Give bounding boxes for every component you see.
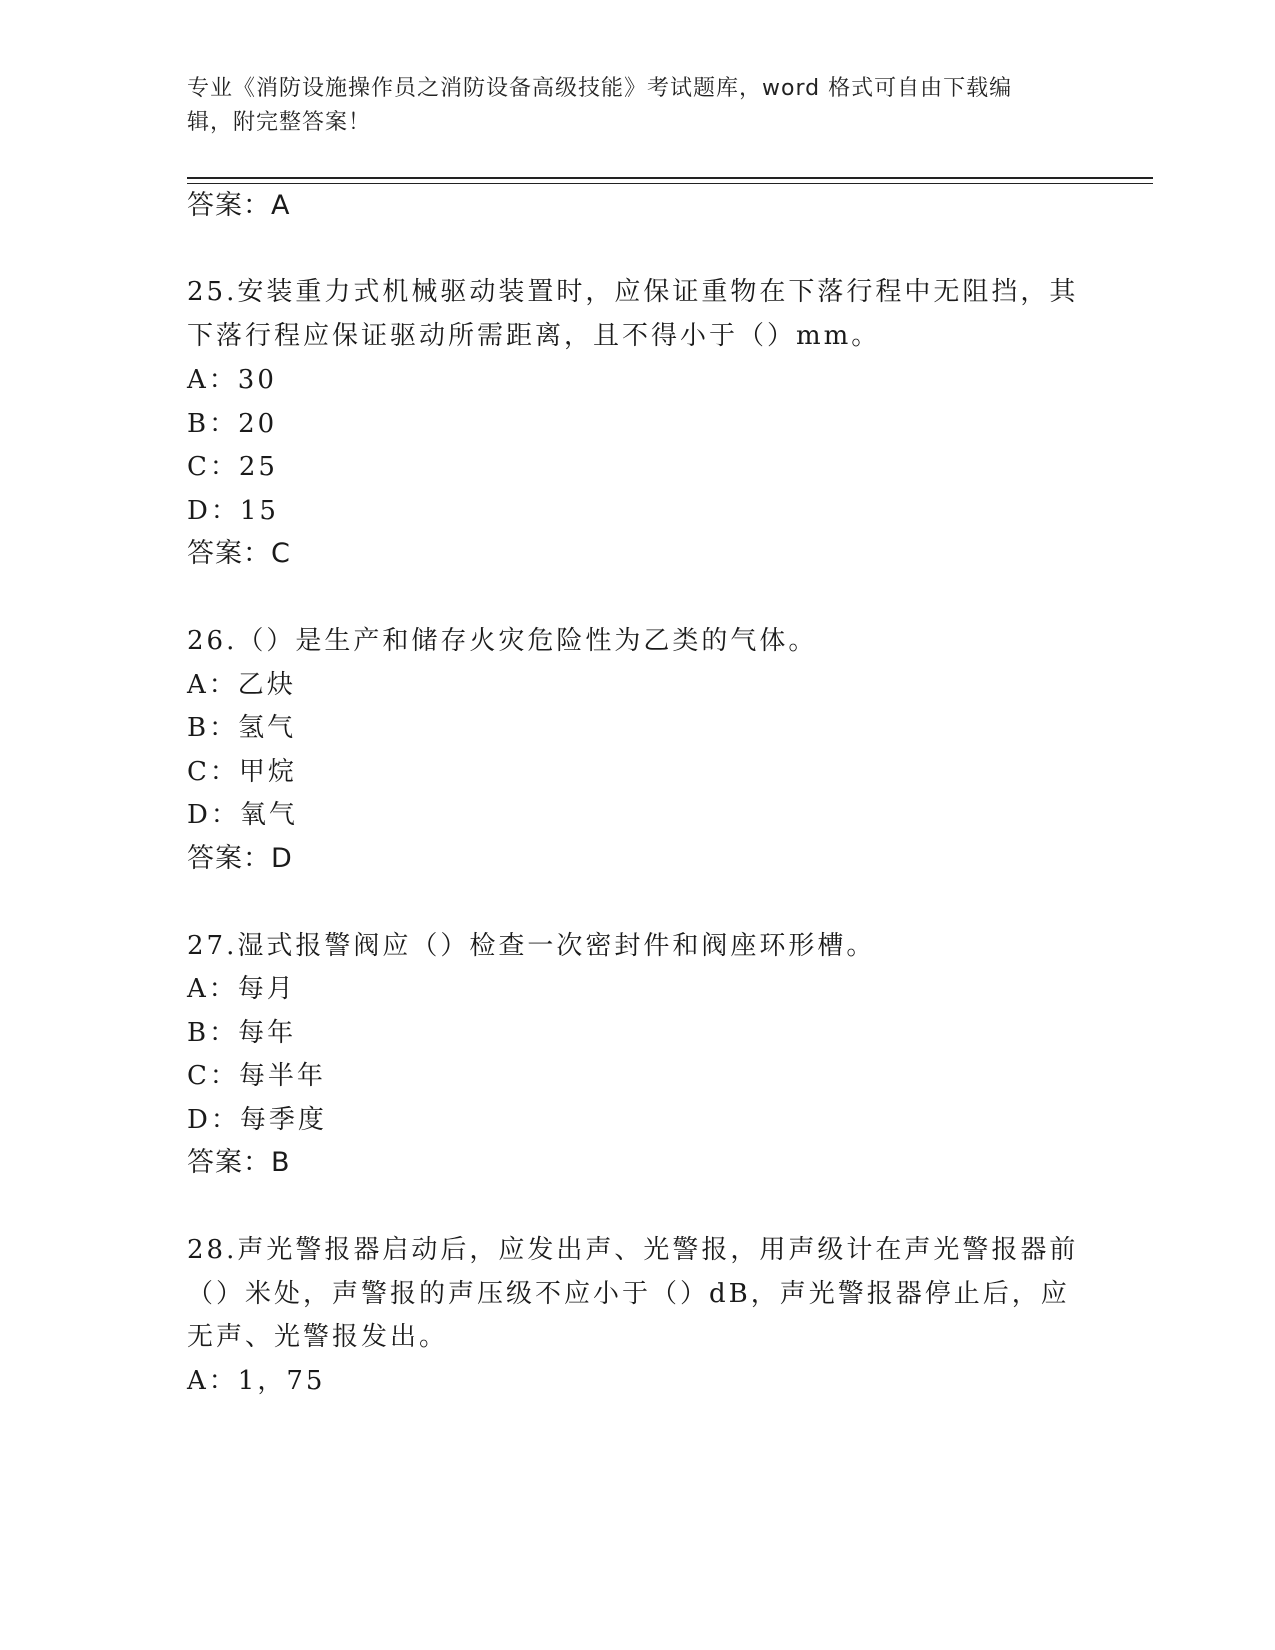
question-text-line: （）米处，声警报的声压级不应小于（）dB，声光警报器停止后，应 (187, 1279, 1070, 1309)
option-line: A：乙炔 (187, 670, 296, 700)
question-text-line: 无声、光警报发出。 (187, 1322, 449, 1352)
question-text-line: 26.（）是生产和储存火灾危险性为乙类的气体。 (187, 626, 818, 656)
option-line: D：15 (187, 496, 279, 526)
option-line: A：30 (187, 365, 277, 395)
option-line: A：每月 (187, 974, 296, 1004)
option-line: D：氧气 (187, 800, 298, 830)
answer-line: 答案：D (187, 843, 293, 874)
option-line: B：20 (187, 409, 278, 439)
option-line: C：甲烷 (187, 757, 297, 787)
answer-line: 答案：B (187, 1147, 291, 1178)
option-line: D：每季度 (187, 1105, 327, 1135)
header-divider-thick (187, 177, 1153, 179)
question-text-line: 27.湿式报警阀应（）检查一次密封件和阀座环形槽。 (187, 931, 876, 961)
document-intro (187, 72, 1067, 140)
question-text-line: 下落行程应保证驱动所需距离，且不得小于（）mm。 (187, 321, 881, 351)
intro-line-1: 专业《消防设施操作员之消防设备高级技能》考试题库，word 格式可自由下载编 (187, 76, 1013, 101)
answer-line: 答案：A (187, 190, 291, 221)
question-text-line: 25.安装重力式机械驱动装置时，应保证重物在下落行程中无阻挡，其 (187, 277, 1079, 307)
intro-line-2: 辑，附完整答案！ (187, 110, 372, 135)
option-line: A：1，75 (187, 1366, 326, 1396)
option-line: B：每年 (187, 1018, 297, 1048)
answer-line: 答案：C (187, 538, 291, 569)
header-divider-thin (187, 183, 1153, 184)
option-line: B：氢气 (187, 713, 297, 743)
option-line: C：每半年 (187, 1061, 326, 1091)
option-line: C：25 (187, 452, 278, 482)
question-text-line: 28.声光警报器启动后，应发出声、光警报，用声级计在声光警报器前 (187, 1235, 1079, 1265)
